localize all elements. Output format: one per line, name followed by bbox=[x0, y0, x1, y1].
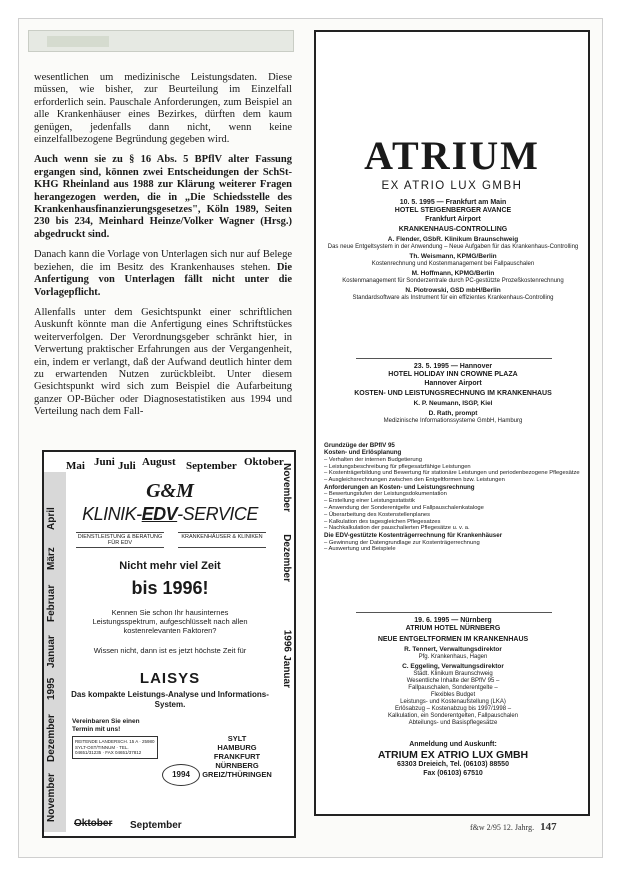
agenda-item-text: Anwendung der Sonderentgelte und Fallpauschalenkataloge bbox=[328, 505, 484, 511]
event-1-topic: KRANKENHAUS-CONTROLLING bbox=[398, 226, 508, 233]
agenda-item-text: Ausgleichsrechnungen zwischen den Entgeltformen bzw. Leistungen bbox=[328, 477, 505, 484]
klinik-edv: EDV bbox=[141, 504, 178, 524]
agenda-item-text: Erstellung einer Leistungsstatistik bbox=[328, 498, 415, 505]
month-right-2: 1996 bbox=[281, 629, 292, 652]
event-nuernberg bbox=[322, 616, 584, 727]
paragraph-3-text: Danach kann die Vorlage von Unterlagen sich nur auf Belege beziehen, die im Besitz des Krankenhauses stehen. bbox=[34, 249, 292, 273]
event-3-item: Wesentliche Inhalte der BPflV 95 – bbox=[406, 677, 500, 684]
event-3-speaker-1-desc: Städt. Klinikum Braunschweig bbox=[413, 670, 493, 677]
city-4: GREIZ/THÜRINGEN bbox=[202, 770, 272, 779]
registration-address: 63303 Dreieich, Tel. (06103) 88550 bbox=[397, 761, 509, 768]
event-3-hotel: ATRIUM HOTEL NÜRNBERG bbox=[405, 625, 501, 632]
event-3-item: Erlösabzug – Kostenabzug bis 1997/1998 – bbox=[394, 705, 512, 712]
registration-fax: Fax (06103) 67510 bbox=[423, 769, 483, 777]
agenda-item: – Bewertungstufen der Leistungsdokumentation bbox=[324, 491, 447, 498]
atrium-subtitle: EX ATRIO LUX GMBH bbox=[381, 180, 523, 192]
event-2-hotel-location: Hannover Airport bbox=[424, 379, 482, 387]
paragraph-3-emphasis: Die Anfertigung von Unterlagen fällt nicht unter die Vorlagepflicht. bbox=[34, 261, 292, 298]
paragraph-3 bbox=[34, 249, 292, 299]
agenda-item: – Auswertung und Beispiele bbox=[324, 546, 396, 553]
event-2-agenda bbox=[324, 442, 586, 553]
agenda-item-text: Kostenträgerbildung und Bewertung für stationäre Leistungen und periodenbezogene Pflegesätze bbox=[328, 470, 580, 477]
klinik-prefix: KLINIK- bbox=[82, 504, 142, 524]
month-right-1: Dezember bbox=[281, 534, 292, 582]
event-3-date: 19. 6. 1995 — Nürnberg bbox=[414, 617, 492, 624]
gm-klinik-advertisement bbox=[42, 450, 296, 838]
agenda-item: – Leistungsbeschreibung für pflegesatzfähige Leistungen bbox=[324, 463, 471, 470]
registration-label: Anmeldung und Auskunft: bbox=[409, 741, 497, 748]
event-3-speaker-1: C. Eggeling, Verwaltungsdirektor bbox=[402, 662, 504, 670]
city-2: FRANKFURT bbox=[213, 752, 261, 761]
month-left-3: Januar bbox=[46, 635, 57, 668]
event-1-speaker-0-desc: Das neue Entgeltsystem in der Anwendung – Neue Aufgaben für das Krankenhaus-Controlling bbox=[327, 244, 579, 250]
agenda-item: – Nachkalkulation der pauschalierten Pflegesätze u. v. a. bbox=[324, 525, 470, 532]
ad-address: REITENDE LANDERSCH. 15 A · 25980 SYLT-OST/TINNUM · TEL. 04651/31235 · FAX 04651/37812 bbox=[72, 736, 158, 759]
month-top-0: Mai bbox=[66, 460, 85, 472]
agenda-item: – Anwendung der Sonderentgelte und Fallpauschalenkataloge bbox=[324, 505, 484, 511]
agenda-head-1: Kosten- und Erlösplanung bbox=[324, 449, 402, 457]
stamp-1994: 1994 bbox=[162, 764, 200, 786]
agenda-item: – Erstellung einer Leistungsstatistik bbox=[324, 498, 415, 505]
event-3-item: Fallpauschalen, Sonderentgelte – bbox=[408, 684, 498, 691]
event-2-hotel: HOTEL HOLIDAY INN CROWNE PLAZA bbox=[388, 371, 518, 378]
agenda-head-2: Anforderungen an Kosten- und Leistungsrechnung bbox=[324, 484, 475, 491]
atrium-logo: ATRIUM bbox=[364, 133, 540, 178]
ad-deadline: bis 1996! bbox=[131, 578, 209, 598]
divider-1 bbox=[356, 358, 552, 359]
ad-call-to-action: Vereinbaren Sie einen Termin mit uns! bbox=[72, 718, 140, 733]
klinik-edv-service-title bbox=[70, 504, 270, 525]
agenda-item-text: Verhalten der internen Budgetierung bbox=[328, 456, 422, 463]
month-bottom-0: Oktober bbox=[74, 818, 113, 829]
page-footer bbox=[470, 821, 580, 833]
event-3-item: Abteilungs- und Basispflegesätze bbox=[408, 719, 498, 726]
city-0: SYLT bbox=[227, 734, 247, 743]
agenda-head-3: Die EDV-gestützte Kostenträgerrechnung für Krankenhäuser bbox=[324, 532, 503, 540]
service-1: DIENSTLEISTUNG & BERATUNG FÜR EDV bbox=[77, 534, 163, 546]
agenda-item-text: Gewinnung der Datengrundlage zur Kostenträgerrechnung bbox=[328, 539, 480, 546]
event-3-speaker-0-desc: Pfg. Krankenhaus, Hagen bbox=[418, 653, 488, 660]
event-3-item: Leistungs- und Kostenaufstellung (LKA) bbox=[400, 698, 506, 705]
months-bottom bbox=[74, 814, 214, 834]
ad-cities bbox=[202, 734, 272, 779]
agenda-item-text: Überarbeitung des Kostenstellenplanes bbox=[328, 511, 431, 518]
agenda-item: – Überarbeitung des Kostenstellenplanes bbox=[324, 511, 431, 518]
month-left-4: 1995 bbox=[46, 677, 57, 700]
event-hannover bbox=[322, 362, 584, 425]
agenda-item-text: Bewertungstufen der Leistungsdokumentation bbox=[328, 491, 447, 498]
month-left-0: April bbox=[46, 507, 57, 530]
event-3-item: Kalkulation, ein Sonderentgelten, Fallpauschalen bbox=[387, 712, 519, 719]
klinik-suffix: -SERVICE bbox=[177, 504, 258, 524]
article-body bbox=[34, 72, 292, 427]
ad-headline: Nicht mehr viel Zeit bbox=[119, 560, 221, 572]
agenda-item-text: Kalkulation des tagesgleichen Pflegesatzes bbox=[328, 518, 441, 525]
event-1-date: 10. 5. 1995 — Frankfurt am Main bbox=[399, 199, 507, 206]
header-shade-bar bbox=[28, 30, 294, 52]
month-top-1: Juni bbox=[94, 456, 115, 468]
event-2-topic: KOSTEN- UND LEISTUNGSRECHNUNG IM KRANKENHAUS bbox=[354, 390, 552, 397]
atrium-advertisement bbox=[314, 30, 590, 816]
month-bottom-1: September bbox=[130, 820, 182, 831]
months-left bbox=[44, 472, 66, 832]
agenda-head-0: Grundzüge der BPflV 95 bbox=[324, 442, 395, 449]
month-left-2: Februar bbox=[46, 584, 57, 622]
registration-company: ATRIUM EX ATRIO LUX GMBH bbox=[377, 749, 529, 761]
event-1-speaker-2-desc: Kostenmanagement für Sonderzentrale durch PC-gestützte Prozeßkostenrechnung bbox=[342, 278, 564, 284]
event-2-speaker-1-desc: Medizinische Informationssysteme GmbH, Hamburg bbox=[383, 418, 523, 424]
divider-2 bbox=[356, 612, 552, 613]
month-left-5: Dezember bbox=[46, 714, 57, 762]
city-3: NÜRNBERG bbox=[215, 761, 259, 770]
agenda-item: – Kalkulation des tagesgleichen Pflegesatzes bbox=[324, 518, 441, 525]
service-2: KRANKENHÄUSER & KLINIKEN bbox=[178, 532, 266, 548]
registration-info bbox=[322, 740, 584, 778]
event-3-item: Flexibles Budget bbox=[430, 691, 476, 698]
event-1-speaker-0: A. Flender, GSbR. Klinikum Braunschweig bbox=[387, 236, 519, 243]
agenda-item: – Gewinnung der Datengrundlage zur Kostenträgerrechnung bbox=[324, 539, 480, 546]
paragraph-2: Auch wenn sie zu § 16 Abs. 5 BPflV alter Fassung ergangen sind, können zwei Entscheidungen der SchSt-KHG Rheinland aus 1988 zur Klärung weiterer Fragen herangezogen werden, die in „Die Schiedsstelle des Krankenhausfinanzierungsgesetzes", Köln 1989, Seiten 230 bis 234, Meinhard Heinze/Volker Wagner (Hrsg.) abgedruckt sind. bbox=[34, 154, 292, 240]
event-frankfurt bbox=[322, 198, 584, 302]
ad-question: Kennen Sie schon Ihr hausinternes Leistungsspektrum, aufgeschlüsselt nach allen kostenrelevanten Faktoren? bbox=[92, 608, 248, 635]
event-1-hotel-location: Frankfurt Airport bbox=[425, 215, 481, 223]
agenda-item-text: Leistungsbeschreibung für pflegesatzfähige Leistungen bbox=[328, 463, 471, 470]
paragraph-4: Allenfalls unter dem Gesichtspunkt einer schriftlichen Auskunft könnte man die Anfertigung eines Schriftstückes weiterverfolgen. Der Verordnungsgeber schränkt hier, in Verwertung praktischer Erfahrungen aus der Vergangenheit, ein, indem er verlangt, daß der Aufwand deutlich hinter dem zu erwartenden Nutzen zurückbleibt. Unter diesem Gesichtspunkt wird sich zum Beispiel die Aufarbeitung ganzer OP-Bücher oder Diagnosestatistiken aus 1994 und Verteilung nach dem Fall- bbox=[34, 306, 292, 418]
event-3-topic: NEUE ENTGELTFORMEN IM KRANKENHAUS bbox=[377, 635, 529, 643]
ad-prompt: Wissen nicht, dann ist es jetzt höchste Zeit für bbox=[93, 646, 247, 655]
month-top-3: August bbox=[142, 456, 176, 468]
month-left-1: März bbox=[46, 547, 57, 570]
paragraph-1: wesentlichen um medizinische Leistungsdaten. Diese müssen, wie bisher, zur Beurteilung im Einzelfall erforderlich sein. Pauschale Anforderungen, zum Beispiel an alle Krankenhäuser eines Bezirkes, dürften dem kaum genügen, jedenfalls dann nicht, wenn keine einzelfallbezogene Begründung gegeben wird. bbox=[34, 72, 292, 146]
event-1-speaker-2: M. Hoffmann, KPMG/Berlin bbox=[411, 270, 495, 277]
agenda-item: – Kostenträgerbildung und Bewertung für stationäre Leistungen und periodenbezogene Pflegesätze bbox=[324, 470, 580, 477]
event-1-speaker-1: Th. Weismann, KPMG/Berlin bbox=[409, 253, 497, 260]
event-1-speaker-1-desc: Kostenrechnung und Kostenmanagement bei Fallpauschalen bbox=[371, 261, 535, 267]
month-right-0: November bbox=[281, 463, 292, 512]
services-row bbox=[76, 532, 266, 548]
month-top-2: Juli bbox=[118, 460, 136, 472]
laisys-logo: LAISYS bbox=[139, 670, 201, 687]
event-2-speaker-0: K. P. Neumann, ISGP, Kiel bbox=[413, 400, 493, 407]
event-3-speaker-0: R. Tennert, Verwaltungsdirektor bbox=[404, 645, 502, 653]
month-top-4: September bbox=[186, 460, 237, 472]
event-1-speaker-3: N. Piotrowski, GSD mbH/Berlin bbox=[405, 287, 501, 294]
agenda-item: – Ausgleichsrechnungen zwischen den Entgeltformen bzw. Leistungen bbox=[324, 477, 505, 484]
city-1: HAMBURG bbox=[217, 743, 257, 752]
page-number: 147 bbox=[540, 821, 557, 833]
ad-content bbox=[70, 474, 270, 814]
months-right bbox=[270, 463, 294, 792]
event-1-speaker-3-desc: Standardsoftware als Instrument für ein effizientes Krankenhaus-Controlling bbox=[352, 295, 554, 301]
agenda-item-text: Nachkalkulation der pauschalierten Pflegesätze u. v. a. bbox=[328, 525, 470, 532]
laisys-tagline: Das kompakte Leistungs-Analyse und Informations-System. bbox=[71, 690, 269, 709]
agenda-item-text: Auswertung und Beispiele bbox=[328, 546, 396, 553]
month-right-3: Januar bbox=[281, 655, 292, 688]
month-top-5: Oktober bbox=[244, 456, 284, 468]
gm-logo: G&M bbox=[146, 480, 194, 502]
footer-source: f&w 2/95 12. Jahrg. bbox=[470, 823, 535, 832]
agenda-item: – Verhalten der internen Budgetierung bbox=[324, 456, 422, 463]
event-2-speaker-1: D. Rath, prompt bbox=[428, 410, 478, 417]
event-2-date: 23. 5. 1995 — Hannover bbox=[413, 363, 493, 370]
event-1-hotel: HOTEL STEIGENBERGER AVANCE bbox=[394, 207, 512, 214]
month-left-6: November bbox=[46, 773, 57, 822]
